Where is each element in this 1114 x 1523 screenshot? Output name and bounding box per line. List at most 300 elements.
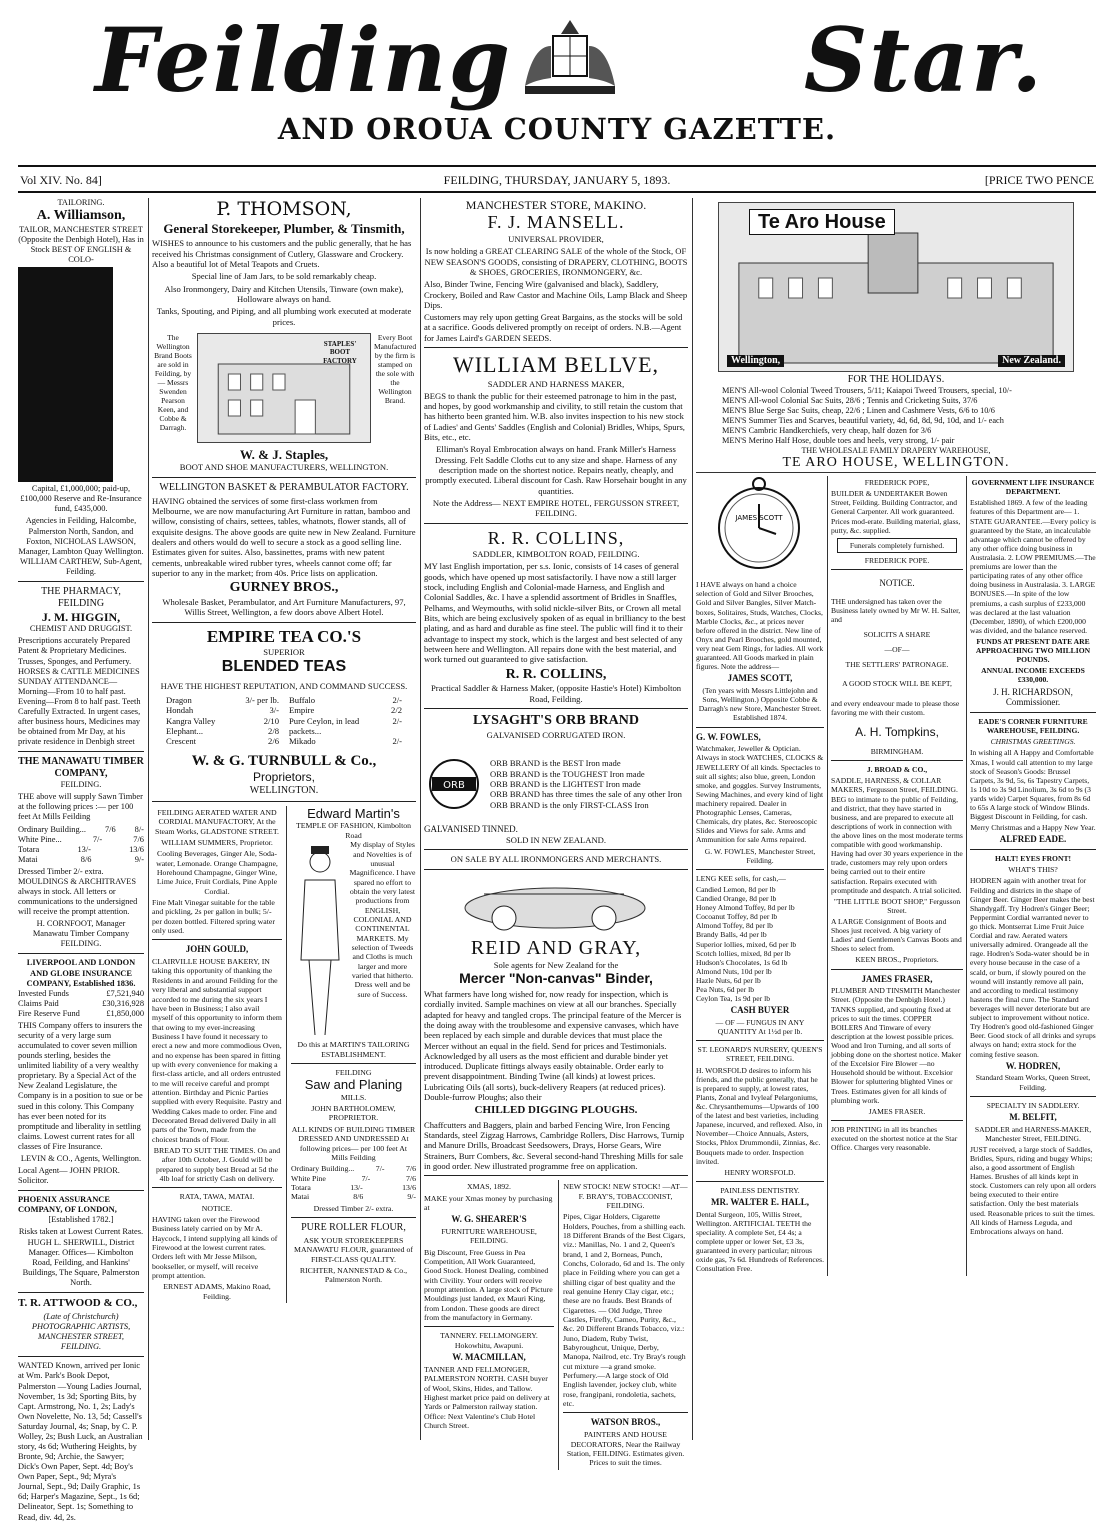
list-item: Almond Nuts, 10d per lb <box>696 966 772 976</box>
table-cell: 9/- <box>407 1192 416 1202</box>
ad-body: MY last English importation, per s.s. Ionic, consists of 14 cases of general goods, which have opened up most satisfactorily. I have now a still larger stock, including English and Colonial-made Harness, and English and Colonial Saddles, &c. I have a splendid assortment of Bridles in Snaffles, Pelhams, and Weymouths, with solid nickle-silver Bits, or Crown all metal Bits, which are being exclusively spoken of as equal in brilliancy to the best plating, and as hard and durable as fine steel. The public will find it to their advantage to inspect my stock, which is the largest and best selected of any between here and Wellington. All repairs done with the best material, and work turned out guaranteed to give satisfaction. <box>424 561 686 665</box>
price-row <box>291 1174 416 1183</box>
holiday-list <box>696 386 1096 446</box>
table-cell: 8/6 <box>353 1192 364 1202</box>
advertiser-name: EMPIRE TEA CO.'S <box>206 626 362 646</box>
ad-heading: NEW STOCK! NEW STOCK! —AT— F. BRAY'S, TOBACCONIST, FEILDING. <box>563 1182 688 1210</box>
ad-heading: PHOENIX ASSURANCE COMPANY, OF LONDON, <box>18 1195 117 1215</box>
ad-heading: GOVERNMENT LIFE INSURANCE DEPARTMENT. <box>971 478 1095 497</box>
column-3-left-ads <box>424 1180 554 1469</box>
advertiser-name: Saw and Planing <box>304 1077 403 1093</box>
ad-body: Fine Malt Vinegar suitable for the table and pickling, 2s per gallon in bulk; 5/- per dozen bottled. Filtered spring water only used. <box>152 897 275 935</box>
column-4c <box>970 476 1096 1275</box>
ad-heading: "THE LITTLE BOOT SHOP," Fergusson Street. <box>833 896 961 915</box>
table-cell: 3/- per lb. <box>245 694 279 705</box>
ad-body: BREAD TO SUIT THE TIMES. On and after 10th October, J. Gould will be prepared to supply best Bread at 5d the 4lb loaf for strictly Cash on delivery. <box>153 1146 281 1184</box>
list-item: Brandy Balls, 4d per lb <box>696 930 767 940</box>
list-item: MEN'S All-wool Colonial Tweed Trousers, 5/11; Kaiapoi Tweed Trousers, special, 10/- <box>722 386 1012 395</box>
tea-row <box>166 736 279 746</box>
table-cell: 7/- <box>375 1164 385 1174</box>
list-item: Scotch lollies, mixed, 8d per lb <box>696 948 791 958</box>
price-row <box>291 1164 416 1173</box>
advertiser-name: P. THOMSON, <box>216 198 352 220</box>
table-cell: 2/6 <box>268 736 279 747</box>
advertiser-name: Edward Martin's <box>307 805 400 821</box>
ad-subheading: CHRISTMAS GREETINGS. <box>990 737 1076 747</box>
ad-body: ON SALE BY ALL IRONMONGERS AND MERCHANTS. <box>450 854 662 865</box>
price-row <box>18 825 144 835</box>
advertiser-name: JAMES SCOTT, <box>727 673 793 684</box>
ad-subheading: SUPERIOR <box>263 647 305 658</box>
ad-body: HAVE THE HIGHEST REPUTATION, AND COMMAND SUCCESS. <box>160 680 408 691</box>
staples-illustration <box>152 333 416 443</box>
ad-body: ANNUAL INCOME EXCEEDS £330,000. <box>981 666 1085 685</box>
table-cell: 8/- <box>134 824 144 834</box>
ad-body: Local Agent— JOHN PRIOR. Solicitor. <box>18 1166 120 1186</box>
list-item: Candied Lemon, 8d per lb <box>696 884 776 894</box>
ad-signature: ERNEST ADAMS, Makino Road, Feilding. <box>163 1282 271 1301</box>
table-cell: Hondah <box>166 705 194 716</box>
ad-body: Customers may rely upon getting Great Bargains, as the stocks will be sold at a sacrifice. Goods delivered promptly on receipt of orders. N.B.—Agent for James Laird's GARDEN SEEDS. <box>424 312 683 343</box>
ad-body: GALVANISED TINNED. <box>424 824 518 835</box>
advertiser-name: FREDERICK POPE, <box>864 478 930 488</box>
ad-body: Cooling Beverages, Ginger Ale, Soda-water, Lemonade. Orange Champagne, Horehound Champagne, Ginger Wine, Lime Juice, Fruit Cordials, Pine Apple Cordial. <box>156 849 278 896</box>
advertiser-name: J. M. HIGGIN, <box>41 609 121 624</box>
ad-body: Dressed Timber 2/- extra. MOULDINGS & ARCHITRAVES always in stock. All letters or communications to the undersigned will receive the prompt attention. <box>18 866 138 917</box>
table-cell: £30,316,928 <box>102 998 144 1008</box>
ad-body: WISHES to announce to his customers and the public generally, that he has received his Christmas consignment of Cutlery, Glassware and Crockery. Also a beautiful lot of Metal Teapots and Cruets. <box>152 238 412 270</box>
ad-body: JOB PRINTING in all its branches executed on the shortest notice at the Star Office. Charges very reasonable. <box>831 1124 958 1153</box>
ad-subheading: SADDLER, KIMBOLTON ROAD, FEILDING. <box>472 549 640 560</box>
ad-signature: LEVIN & CO., Agents, Wellington. <box>20 1153 142 1163</box>
ad-body: THE undersigned has taken over the Business lately owned by Mr W. H. Salter, and <box>831 596 961 624</box>
table-cell: 2/10 <box>263 715 279 726</box>
list-item: MEN'S Merino Half Hose, double toes and heels, very strong, 1/- pair <box>722 435 955 445</box>
ad-body: In wishing all A Happy and Comfortable Xmas, I would call attention to my large stock of Season's Goods: Brussel Carpets, 3s 9d, 5s, 6s Tapestry Carpets, 1s 10d to 3s 9d Linolium, 3s 6d to 9s (3 yards wide) Carpet Squares, from 8s 6d to 65s A large stock of Window Blinds. Biggest Discount in Feilding, for cash. <box>970 748 1094 822</box>
table-cell: Elephant... <box>166 725 203 736</box>
table-cell: 2/2 <box>391 705 402 716</box>
ad-subheading: CHEMIST AND DRUGGIST. <box>29 624 133 634</box>
ad-body: BUILDER & UNDERTAKER Bowen Street, Feilding. Building Contractor, and General Carpenter. All work guaranteed. Prices mod-erate. Building material, glass, putty, &c. supplied. <box>831 489 961 535</box>
ad-body: Dressed Timber 2/- extra. <box>313 1203 394 1213</box>
ad-signature: FREDERICK POPE. <box>864 555 930 565</box>
list-item: Superior lollies, mixed, 6d per lb <box>696 939 797 949</box>
list-item: MEN'S Blue Serge Sac Suits, cheap, 22/6 ; Linen and Cashmere Vests, 6/6 to 10/6 <box>722 405 995 415</box>
advertiser-name: REID AND GRAY, <box>470 936 642 959</box>
ad-body: (Late of Christchurch) PHOTOGRAPHIC ARTISTS, MANCHESTER STREET, FEILDING. <box>31 1312 131 1352</box>
ad-body: Every Boot Manufactured by the firm is stamped on the sole with the Wellington Brand. <box>374 332 417 405</box>
advertiser-name: W. MACMILLAN, <box>452 1352 526 1363</box>
tea-row <box>289 695 402 705</box>
ad-heading: LENG KEE sells, for cash,— <box>696 873 786 883</box>
advertiser-name: JOHN GOULD, <box>185 944 249 955</box>
ad-body: ALL KINDS OF BUILDING TIMBER DRESSED AND UNDRESSED At following prices— per 100 feet At Mills Feilding <box>291 1124 416 1162</box>
ad-body: Elliman's Royal Embrocation always on hand. Frank Miller's Harness Dressing. Felt Saddle Cloths cut to any size and shape. Harness of any description made on the shortest notice. Repairs neatly, cheaply, and promptly executed. Liberal discount for Cash. Raw Horsehair bought in any quantities. <box>425 444 687 496</box>
ad-body: SADDLE, HARNESS, & COLLAR MAKERS, Fergusson Street, FEILDING. BEG to intimate to the public of Feilding, and district, that they have started in business, and are prepared to execute all descriptions of work in connection with the above lines on the most moderate terms compatible with good workmanship. Having had over 30 years experience in the trade, customers may rely upon orders being carried out to their entire satisfaction. Repairs executed with promptitude and despatch. A trial solicited. <box>831 776 963 895</box>
table-cell: 7/- <box>92 834 103 844</box>
ad-body: Merry Christmas and a Happy New Year. <box>970 823 1096 833</box>
funds-table <box>18 989 144 1019</box>
ad-body: H. WORSFOLD desires to inform his friends, and the public generally, that he is prepared to supply, at lowest rates, Plants, Zonal and Ivyleaf Pelargoniums, &c. Chrysanthemums—Upwards of 100 of the latest and best varieties, including Japanese, incurved, and reflexed. Also, in November—Choice Annuals, Asters, Stocks, Phlox Drummondii, Zinnias, &c. Bouquets made to order. Inspection invited. <box>696 1065 823 1166</box>
ad-subheading: FEILDING <box>335 1067 372 1077</box>
ad-body: and every endeavour made to please those favoring me with their custom. <box>831 698 960 717</box>
ad-signature: H. CORNFOOT, Manager Manawatu Timber Company FEILDING. <box>32 919 130 949</box>
ad-body: THE above will supply Sawn Timber at the following prices :— per 100 feet At Mills Feilding <box>18 792 143 822</box>
issue-date: FEILDING, THURSDAY, JANUARY 5, 1893. <box>443 173 671 187</box>
advertiser-name: W. & G. TURNBULL & Co., <box>191 753 377 770</box>
ad-body: Special line of Jam Jars, to be sold remarkably cheap. <box>191 271 377 282</box>
ad-subheading: NOTICE. <box>201 1203 233 1213</box>
ad-signature: KEEN BROS., Proprietors. <box>855 955 939 965</box>
ad-subheading: TEMPLE OF FASHION, Kimbolton Road <box>295 821 412 840</box>
list-item: ORB BRAND is the BEST Iron made <box>490 758 621 769</box>
table-cell: Crescent <box>166 736 197 747</box>
pocket-watch-icon <box>696 476 822 576</box>
ad-body: SOLICITS A SHARE <box>863 630 931 640</box>
table-cell: 2/- <box>392 736 402 747</box>
column-2-left-ads <box>152 806 282 1303</box>
column-2 <box>152 198 416 1440</box>
te-aro-house-illustration <box>718 202 1074 372</box>
column-4 <box>696 198 1096 1440</box>
price-row <box>291 1192 416 1201</box>
section-heading: TAILORING. <box>57 198 105 207</box>
dateline <box>20 173 1094 191</box>
table-cell: 2/8 <box>268 725 279 736</box>
price-table <box>18 825 144 865</box>
tea-row <box>289 705 402 715</box>
ad-signature: JOHN BARTHOLOMEW, PROPRIETOR. <box>311 1104 396 1123</box>
funds-row <box>18 999 144 1009</box>
ad-body: Prescriptions accurately Prepared Patent & Proprietary Medicines. Trusses, Sponges, and Perfumery. HORSES & CATTLE MEDICINES SUNDAY ATTENDANCE— Morning—From 10 to half past. Evening—From 8 to half past. Teeth Carefully Extracted. In urgent cases, after business hours, Medicines may be obtained from Mr Day, at his private residence in Denbigh street <box>18 636 141 747</box>
table-cell: White Pine <box>291 1173 326 1183</box>
table-cell: 13/- <box>77 844 91 854</box>
ad-subheading: MILLS. <box>340 1092 367 1102</box>
tea-row <box>166 716 279 726</box>
table-cell: Fire Reserve Fund <box>18 1008 80 1018</box>
ad-body: Pipes, Cigar Holders, Cigarette Holders, Pouches, from a shilling each. 18 Different Brands of the Best Cigars, viz.: Manillas, No. 1 and 2, Queen's brand, 1 and 2, Borneas, Punch, Conchs, Colorado, 6d and 1s. The only place in Feilding where you can get a shilling cigar of best quality and the real genuine Henry Clay cigar, etc.; these are no frauds. Best Brands of Cigarettes. — Old Judge, Three Castles, Firefly, Cameo, Purity, &c., &c. 20 Different Brands Tobacco, viz.: Juno, Diadem, Ruby Twist, Babyroughcut, Unique, Derby, Manopa, Nailrod, etc. Try Bray's rough cut mixture —a grand smoke. Perfumery.—A large stock of Old English lavender, jockey club, white rose, frangipani, rondoletia, sachets, etc. <box>563 1212 686 1409</box>
table-cell: Matai <box>18 854 38 864</box>
ad-heading: TE ARO HOUSE, WELLINGTON. <box>696 455 1096 473</box>
te-aro-sign: Te Aro House <box>749 209 895 235</box>
table-cell: Ordinary Building... <box>18 824 86 834</box>
tea-row <box>166 705 279 715</box>
table-cell: Empire <box>289 705 315 716</box>
ad-signature: HENRY WORSFOLD. <box>724 1167 796 1177</box>
ad-body: Watchmaker, Jeweller & Optician. Always in stock WATCHES, CLOCKS & JEWELLERY Of all kinds. Spectacles to suit all sights; also blue, green, London smoke, and goggles. Survey Instruments, Sewing Machines, and every kind of light machinery repaired. Dealer in Photographic Lenses, Cameras, Chemicals, dry plates, &c. Stereoscopic Slides and Views for sale. Arms and Ammunition for sale Arms repaired. <box>696 744 824 845</box>
ad-heading: THE PHARMACY, FEILDING <box>41 585 121 609</box>
list-item: ORB BRAND has three times the sale of any other Iron <box>490 789 682 800</box>
ad-body: THE SETTLERS' PATRONAGE. <box>845 660 949 670</box>
tea-row <box>289 736 402 746</box>
header-rule <box>18 191 1096 193</box>
advertiser-name: F. J. MANSELL. <box>487 212 625 233</box>
advertiser-name: WATSON BROS., <box>590 1417 661 1428</box>
ad-body: Risks taken at Lowest Current Rates. HUGH L. SHERWILL, District Manager. Offices— Kimbolton Road, Feilding, and Hankins' Buildings, The Square, Palmerston North. <box>18 1227 144 1287</box>
masthead-title-right: Star. <box>803 8 1044 112</box>
ad-body: HAVING obtained the services of some first-class workmen from Melbourne, we are now manufacturing Art Furniture in rattan, bamboo and willow, consisting of chairs, settees, tables, whatnots, flower stands, all of exquisite designs. The above goods are quite new in New Zealand. Furniture dealers and others would do well to secure a stock as a good selling line. Estimates given for suites. Also, bassinettes, prams with new patent cements, unbreakable wired rubber tyres, wheels cannot come off; far superior to any in the market; from 40s. Price lists on application. <box>152 495 416 578</box>
column-4a <box>696 476 824 1275</box>
list-item: Almond Toffey, 8d per lb <box>696 921 773 931</box>
advertiser-name: GURNEY BROS., <box>229 580 339 596</box>
ad-heading: PAINLESS DENTISTRY. <box>720 1185 800 1195</box>
ad-body: Do this at MARTIN'S TAILORING ESTABLISHMENT. <box>297 1040 410 1059</box>
list-item: Pea Nuts, 6d per lb <box>696 985 754 995</box>
ad-subheading: FURNITURE WAREHOUSE, FEILDING. <box>441 1226 537 1246</box>
list-item: MEN'S All-wool Colonial Sac Suits, 28/6 ; Tennis and Cricketing Suits, 37/6 <box>722 395 978 405</box>
damaged-area <box>18 267 113 482</box>
ad-body: Tanks, Spouting, and Piping, and all plumbing work executed at moderate prices. <box>156 306 412 327</box>
ad-subheading: General Storekeeper, Plumber, & Tinsmith, <box>163 220 405 236</box>
table-cell: £7,521,940 <box>106 988 144 998</box>
advertiser-name: A. Williamson, <box>36 208 126 224</box>
column-divider <box>692 198 693 1440</box>
coat-of-arms-icon <box>505 6 635 106</box>
table-cell: 7/6 <box>104 824 116 834</box>
table-cell: 13/6 <box>402 1182 416 1192</box>
column-divider <box>148 198 149 1440</box>
price-row <box>18 845 144 855</box>
ad-heading: WELLINGTON BASKET & PERAMBULATOR FACTORY. <box>159 481 409 493</box>
ad-heading: FOR THE HOLIDAYS. <box>847 374 945 385</box>
ad-body: ASK YOUR STOREKEEPERS MANAWATU FLOUR, guaranteed of FIRST-CLASS QUALITY. <box>294 1235 413 1264</box>
column-3 <box>424 198 688 1468</box>
table-cell: Ordinary Building... <box>291 1164 355 1174</box>
table-cell: 7/6 <box>133 834 144 844</box>
tea-row <box>289 716 402 737</box>
watch-dial-label: JAMES SCOTT <box>735 514 783 523</box>
ad-body: —OF— <box>884 645 910 655</box>
tea-price-list <box>152 695 416 747</box>
ad-subheading: Practical Saddler & Harness Maker, (opposite Hastie's Hotel) Kimbolton Road, Feilding. <box>430 683 682 704</box>
ad-heading: MANCHESTER STORE, MAKINO. <box>465 198 647 212</box>
column-3-right-ads <box>563 1180 688 1469</box>
list-item: Hudson's Chocolates, 1s 6d lb <box>696 957 788 967</box>
ad-subheading: BIRMINGHAM. <box>870 747 924 757</box>
boxed-notice: Funerals completely furnished. <box>837 538 957 553</box>
column-4b <box>831 476 963 1275</box>
ad-body: My display of Styles and Novelties is of unusual Magnificence. I have spared no effort to obtain the very latest productions from ENGLISH, COLONIAL AND CONTINENTAL MARKETS. My selection of Tweeds and Cloths is much larger and more varied that hitherto. Dress well and be sure of Success. <box>349 840 416 999</box>
ad-signature: JAMES FRASER. <box>868 1106 926 1116</box>
table-cell: 7/6 <box>406 1173 416 1183</box>
ad-body: A LARGE Consignment of Boots and Shoes just received. A big variety of Ladies' and Gentlemen's Canvas Boots and Shoes to select from. <box>831 917 962 954</box>
illustration-caption: Wellington, <box>727 355 784 367</box>
tea-row <box>166 695 279 705</box>
ad-subheading: [Established 1782.] <box>48 1215 114 1225</box>
list-item: Honey Almond Toffey, 8d per lb <box>696 903 795 913</box>
masthead <box>0 0 1114 170</box>
list-item: MEN'S Summer Ties and Scarves, beautiful variety, 4d, 6d, 8d, 9d, 10d, and 1/- each <box>722 415 1004 425</box>
masthead-subtitle: AND OROUA COUNTY GAZETTE. <box>277 112 837 146</box>
ad-body: PLUMBER AND TINSMITH Manchester Street. (Opposite the Denbigh Hotel.) TANKS supplied, and spouting fixed at prices to suit the times. COPPER BOILERS And Tinware of every description at the lowest possible prices. Wood and Iron Turning, and all sorts of jobbing done on the shortest notice. Maker of the Excelsior Fire Blower —no Household should be without. Excelsior Blower for spluttering blighted Vines or Trees. Estimates given for all kinds of plumbing work. <box>831 986 962 1105</box>
table-cell: Totara <box>18 844 40 854</box>
ad-body: Also, Binder Twine, Fencing Wire (galvanised and black), Saddlery, Crockery, Boiled and Raw Castor and Machine Oils, Lamp Black and Sheep Dips. <box>424 279 688 310</box>
confectionery-list <box>696 885 824 1003</box>
ad-subheading: BOOT AND SHOE MANUFACTURERS, WELLINGTON. <box>179 462 389 473</box>
ad-body: Big Discount, Free Guess in Pea Competition, All Work Guaranteed, Good Stock. Honest Dealing, combined with Civility. Your orders will receive prompt attention. A large stock of Picture Mouldings just landed, ex Mauri King, from London. These goods are direct from the manufactory in Germany. <box>424 1247 553 1323</box>
ad-body: Is now holding a GREAT CLEARING SALE of the whole of the Stock, OF NEW SEASON'S GOODS, consisting of DRAPERY, CLOTHING, BOOTS & SHOES, GROCERIES, IRONMONGERY, &c. <box>424 246 688 277</box>
advertiser-name: W. G. SHEARER'S <box>451 1214 527 1225</box>
ad-heading: TANNERY. FELLMONGERY. Hokowhitu, Awapuni. <box>440 1331 538 1350</box>
ad-body: — OF — FUNGUS IN ANY QUANTITY At 1½d per lb. <box>715 1018 805 1037</box>
ad-body: JUST received, a large stock of Saddles, Bridles, Spurs, riding and buggy Whips; also, a good assortment of English Hames. Brushes of all kinds kept in stock. Customers can rely upon all orders being executed to their entire satisfaction. Only the best materials used. Reasonable prices to suit the times. All kinds of Harness Leguda, and Embrocations always on hand. <box>970 1144 1096 1236</box>
table-cell: 3/- <box>269 705 279 716</box>
table-cell: 7/- <box>361 1173 371 1183</box>
advertiser-name: A. H. Tompkins, <box>855 724 939 739</box>
table-cell: 13/- <box>350 1182 363 1192</box>
ad-body: Established 1869. A few of the leading features of this Department are— 1. STATE GUARANTEE.—Every policy is guaranteed by the State, an incalculable advantage which cannot be offered by any other office doing business in Australasia. 2. LOW PREMIUMS.—The premiums are lower than the participating rates of any other office doing business in Australasia. 3. LARGE BONUSES.—In spite of the low premiums, a cash surplus of £233,000 was declared at the last valuation (December, 1890), of which £200,000 was divided, and the balance reserved. <box>970 498 1096 635</box>
ad-heading: Mercer "Non-canvas" Binder, <box>459 970 653 987</box>
factory-building-illustration <box>197 333 371 443</box>
ad-subheading: Sole agents for New Zealand for the <box>493 959 619 970</box>
table-cell: 2/- <box>392 715 402 726</box>
ad-heading: FEILDING AERATED WATER AND CORDIAL MANUFACTORY, At the Steam Works, GLADSTONE STREET. <box>155 807 279 836</box>
advertiser-name: W. HODREN, <box>1005 1060 1061 1071</box>
advertiser-name: MR. WALTER E. HALL, <box>710 1196 810 1207</box>
ad-subheading: WELLINGTON. <box>249 784 319 796</box>
advertiser-name: R. R. COLLINS, <box>505 666 607 682</box>
table-cell: Matai <box>291 1192 310 1202</box>
ad-body: HODREN again with another treat for Feilding and districts in the shape of Ginger Beer. Ginger Beer makes the best Shandygaff. Try Hodren's Ginger Beer; Peppermint Cordial warranted never to go thick. Montserrat Lime Fruit Juice Cordial and raw. Aerated waters universally admired. Orangeade all the rage. Hodren's Soda-water should be in every house because in the case of a scald, or burn, if slowly poured on the wound will instantly remove all pain, and according to medical testimony hastens the final cure. The Standard beverages will never deteriorate but are subject to improvement without notice. Try Hodren's good old-fashioned Ginger Beer. Good stock of all drinks and syrups always on hand; extra stock for the coming festive season. <box>970 876 1096 1059</box>
ad-body: I HAVE always on hand a choice selection of Gold and Silver Brooches, Gold and Silver Bangles, Silver Match-boxes, Solitaires, Studs, Watches, Clocks, Marble Clocks, &c., at prices never before offered in the district. New line of Onyx and Pearl Brooches, gold mounted, very neat Gem Rings, for ladies. All work guaranteed. All Goods marked in plain figures. Note the address— <box>696 580 824 672</box>
ad-subheading: SADDLER and HARNESS-MAKER, Manchester Street, FEILDING. <box>974 1124 1092 1143</box>
gentleman-illustration-icon <box>291 840 349 1040</box>
ad-body: THIS Company offers to insurers the security of a very large sum accumulated to cover seven million pounds sterling, besides the unlimited liability of a very wealthy proprietary. By a Special Act of the New Zealand Legislature, the Company is in a position to sue or be sued in this colony. This Company has ever been noted for its promptitude and liberality in settling claims. Lowest current rates for all classes of Fire Insurance. <box>18 1020 143 1151</box>
list-item: ORB BRAND is the only FIRST-CLASS Iron <box>490 799 649 810</box>
ad-heading: CHILLED DIGGING PLOUGHS. <box>474 1104 638 1117</box>
ad-heading: RATA, TAWA, MATAI. <box>179 1192 255 1202</box>
ad-body: THE WHOLESALE FAMILY DRAPERY WAREHOUSE, <box>801 445 991 455</box>
ad-body: FUNDS AT PRESENT DATE ARE APPROACHING TWO MILLION POUNDS. <box>975 636 1091 665</box>
advertiser-name: J. BROAD & CO., <box>866 765 928 775</box>
top-rule <box>18 165 1096 167</box>
ad-signature: J. H. RICHARDSON, Commissioner. <box>993 686 1073 708</box>
ad-subheading: Proprietors, <box>252 770 316 785</box>
ad-body: A GOOD STOCK WILL BE KEPT, <box>842 679 952 689</box>
table-cell: 7/6 <box>406 1164 416 1174</box>
masthead-title-left: Feilding <box>95 8 512 112</box>
advertiser-name: G. W. FOWLES, <box>696 731 761 742</box>
table-cell: 2/- <box>392 694 402 705</box>
ad-subheading: UNIVERSAL PROVIDER, <box>508 233 604 244</box>
advertiser-name: R. R. COLLINS, <box>487 527 625 548</box>
ad-body: PAINTERS AND HOUSE DECORATORS, Near the Railway Station, FEILDING. Estimates given. Prices to suit the times. <box>566 1430 685 1468</box>
list-item: Candied Orange, 8d per lb <box>696 893 777 903</box>
ad-heading: BLENDED TEAS <box>221 658 347 676</box>
ad-body: WANTED Known, arrived per Ionic at Wm. Park's Book Depot, Palmerston —Young Ladies Journal, November, 1s 3d; Sporting Bits, by Capt. Armstrong, No. 1, 2s; Lady's Own Novelette, No. 13, 5d; Cassell's Saturday Journal, 4s; Snap, by C. P. Wolley, 2s; Bush Luck, an Australian story, 4s 6d; Wuthering Heights, by Bronte, 9d; Archie, the Sawyer; Dick's Own Paper, Sept. 4d; Boy's Own Paper, Sept., 9d; Myra's Journal, Sept., 9d; Daily Graphic, 1s 6d; Harper's Magazine, Sept., 1s 6d; Delineator, Sept. 1s; Something to Read, div. 4d, 2s. <box>18 1361 143 1522</box>
advertiser-name: W. & J. Staples, <box>239 446 329 462</box>
ad-body: HAVING taken over the Firewood Business lately carried on by Mr A. Haycock, I intend supplying all kinds of Firewood at the lowest current rates. Orders left with Mr Jesse Milson, bookseller, or myself, will receive prompt attention. <box>152 1215 278 1281</box>
ad-body: (Ten years with Messrs Littlejohn and Sons, Wellington.) Opposite Cobbe & Darragh's new Store, Manchester Street. Established 1874. <box>698 686 822 723</box>
ad-body: Capital, £1,000,000; paid-up, £100,000 Reserve and Re-Insurance fund, £435,000. <box>20 484 142 514</box>
tea-row <box>166 726 279 736</box>
table-cell: Claims Paid <box>18 998 59 1008</box>
ad-body: Also Ironmongery, Dairy and Kitchen Utensils, Tinware (own make), Holloware always on hand. <box>164 283 404 304</box>
list-item: Cocoanut Toffey, 8d per lb <box>696 912 778 922</box>
ad-body: Note the Address— NEXT EMPIRE HOTEL, FERGUSSON STREET, FEILDING. <box>432 497 680 519</box>
ad-body: What farmers have long wished for, now ready for inspection, which is cordially invited. Sample machines on view at all our branches. Specially adapted for heavy and tangled crops. The principal feature of the Mercer is the doing away with the troublesome and expensive canvases, which have been replaced by each simple and durable devices that must place the Mercer without an equal in the field. Send for prices and Testimonials. Acknowledged by all users as the most efficient and durable binder yet introduced. Duplicate fittings always easily obtainable. Order early to prevent disappointment. Binding Twine (all kinds) at lowest prices. Lubricating Oils (all sorts), buck-delivery Reapers (at reduced prices). Double-furrow Ploughs; also their <box>424 988 682 1103</box>
volume-number: Vol XIV. No. 84] <box>20 173 102 187</box>
table-cell: White Pine... <box>18 834 62 844</box>
ad-subheading: GALVANISED CORRUGATED IRON. <box>486 729 626 740</box>
orb-logo-label: ORB <box>443 780 465 792</box>
ad-body: The Wellington Brand Boots are sold in Feilding, by— Messrs Swenden Pearson Keen, and Cobbe & Darragh. <box>154 332 192 432</box>
ad-heading: ST. LEONARD'S NURSERY, QUEEN'S STREET, FEILDING. <box>697 1045 823 1064</box>
ad-heading: XMAS, 1892. <box>467 1182 511 1192</box>
price-row <box>291 1183 416 1192</box>
ad-subheading: Standard Steam Works, Queen Street, Feilding. <box>975 1073 1091 1092</box>
price-table <box>291 1164 416 1201</box>
column-2-right-ads <box>291 806 416 1303</box>
ad-signature: G. W. FOWLES, Manchester Street, Feilding. <box>704 846 816 865</box>
list-item: ORB BRAND is the TOUGHEST Iron made <box>490 768 645 779</box>
table-cell: Invested Funds <box>18 988 69 998</box>
ad-subheading: FEILDING. <box>60 780 102 790</box>
ad-body: CLAIRVILLE HOUSE BAKERY, IN taking this opportunity of thanking the Residents in and around Feilding for the very liberal and substantial support accorded to me during the six years I have been in Business; I also avail myself of this opportunity to inform them that owing to my ever-increasing Business I have found it necessary to erect a new and more commodious Oven, and no expense has been spared in fitting up with every convenience for making a first-class article, and all orders entrusted to me will receive careful and prompt attention. Birthday and Picnic Parties supplied with every Requisite. Pastry and Wedding Cakes made to order. Fine and Deceorated Bread delivered Daily in all parts of the Town, made from the choicest brands of Flour. <box>152 957 282 1144</box>
price-row <box>18 855 144 865</box>
table-cell: Kangra Valley <box>166 715 216 726</box>
ad-subheading: WHAT'S THIS? <box>1008 865 1058 875</box>
ad-heading: CASH BUYER <box>730 1005 790 1016</box>
ad-heading: LIVERPOOL AND LONDON AND GLOBE INSURANCE COMPANY, Established 1836. <box>26 958 136 988</box>
price-row <box>18 835 144 845</box>
funds-row <box>18 989 144 999</box>
ad-body: MAKE your Xmas money by purchasing at <box>424 1193 553 1212</box>
issue-price: [PRICE TWO PENCE <box>984 173 1094 187</box>
advertiser-name: ALFRED EADE. <box>999 834 1067 845</box>
column-divider <box>420 198 421 1440</box>
ad-subheading: WILLIAM SUMMERS, Proprietor. <box>161 837 273 847</box>
advertiser-name: T. R. ATTWOOD & CO., <box>18 1296 138 1309</box>
ad-heading: PURE ROLLER FLOUR, <box>301 1221 406 1233</box>
table-cell: Dragon <box>166 694 192 705</box>
orb-brand-list <box>490 758 688 810</box>
advertiser-name: M. BELFIT, <box>1009 1111 1057 1122</box>
funds-row <box>18 1009 144 1019</box>
advertiser-name: LYSAGHT'S ORB BRAND <box>473 713 639 729</box>
list-item: Hazle Nuts, 6d per lb <box>696 975 761 985</box>
ad-body: Chaffcutters and Baggers, plain and barbed Fencing Wire, Iron Fencing Standards, steel Zigzag Harrows, Cambridge Rollers, Disc Harrows, Turnip and Manure Drills, Broadcast Seedsowers, Drays, Horse Gears, Wire Strainers, Burr Combers, &c. Several second-hand Threshing Mills for sale in good order. New illustrated programme free on application. <box>424 1119 685 1171</box>
ad-subheading: SADDLER AND HARNESS MAKER, <box>487 378 625 389</box>
ad-body: TANNER AND FELLMONGER, PALMERSTON NORTH. CASH buyer of Wool, Skins, Hides, and Tallow. Highest market price paid on delivery at Yards or Palmerston railway station. Office: Next Valentine's Club Hotel Church Street. <box>424 1364 550 1430</box>
list-item: MEN'S Cambric Handkerchiefs, very cheap, half dozen for 3/6 <box>722 425 932 435</box>
ad-heading: SPECIALTY IN SADDLERY. <box>986 1100 1080 1110</box>
ad-heading: THE MANAWATU TIMBER COMPANY, <box>18 756 144 780</box>
ad-body: Dental Surgeon, 105, Willis Street, Wellington. ARTIFICIAL TEETH the speciality. A complete Set, £4 4s; a complete upper or lower Set, £3 3s, guaranteed in every particular; nitrous oxide gas, 7s 6d. Hundreds of References. Consultation Free. <box>696 1209 825 1274</box>
table-cell: Buffalo <box>289 694 316 705</box>
table-cell: Mikado <box>289 736 316 747</box>
column-1 <box>18 198 144 1522</box>
table-cell: Totara <box>291 1182 311 1192</box>
ad-heading: NOTICE. <box>879 577 915 588</box>
ad-heading: EADE'S CORNER FURNITURE WAREHOUSE, FEILDING. <box>978 717 1088 736</box>
table-cell: 8/6 <box>80 854 92 864</box>
ad-body: Agencies in Feilding, Halcombe, Palmerston North, Sandon, and Foxton, NICHOLAS LAWSON, Manager, Lambton Quay Wellington. WILLIAM CARTHEW, Sub-Agent, Feilding. <box>18 516 144 576</box>
orb-brand-logo-icon <box>424 744 484 824</box>
ad-heading: HALT! EYES FRONT! <box>994 854 1072 864</box>
table-cell: 13/6 <box>129 844 144 854</box>
ad-subheading: Wholesale Basket, Perambulator, and Art Furniture Manufacturers, 97, Willis Street, Wellington, a few doors above Albert Hotel. <box>162 597 406 618</box>
factory-sign: STAPLES' BOOT FACTORY <box>323 339 357 365</box>
ad-body: SOLD IN NEW ZEALAND. <box>505 834 607 845</box>
advertiser-name: WILLIAM BELLVE, <box>452 352 660 378</box>
table-cell: Pure Ceylon, in lead packets... <box>289 715 360 736</box>
table-cell: £1,850,000 <box>106 1008 144 1018</box>
ad-body: BEGS to thank the public for their esteemed patronage to him in the past, and hopes, by good workmanship and civility, to still retain the custom that has hitherto been granted him. W.B. also invites inspection to his new stock of Ladies' and Gents' Saddles (English and Colonial) Bridles, Whips, Spurs, Bits, etc., etc. <box>424 390 685 443</box>
illustration-caption: New Zealand. <box>998 355 1065 367</box>
list-item: Ceylon Tea, 1s 9d per lb <box>696 994 770 1004</box>
table-cell: 9/- <box>134 854 144 864</box>
